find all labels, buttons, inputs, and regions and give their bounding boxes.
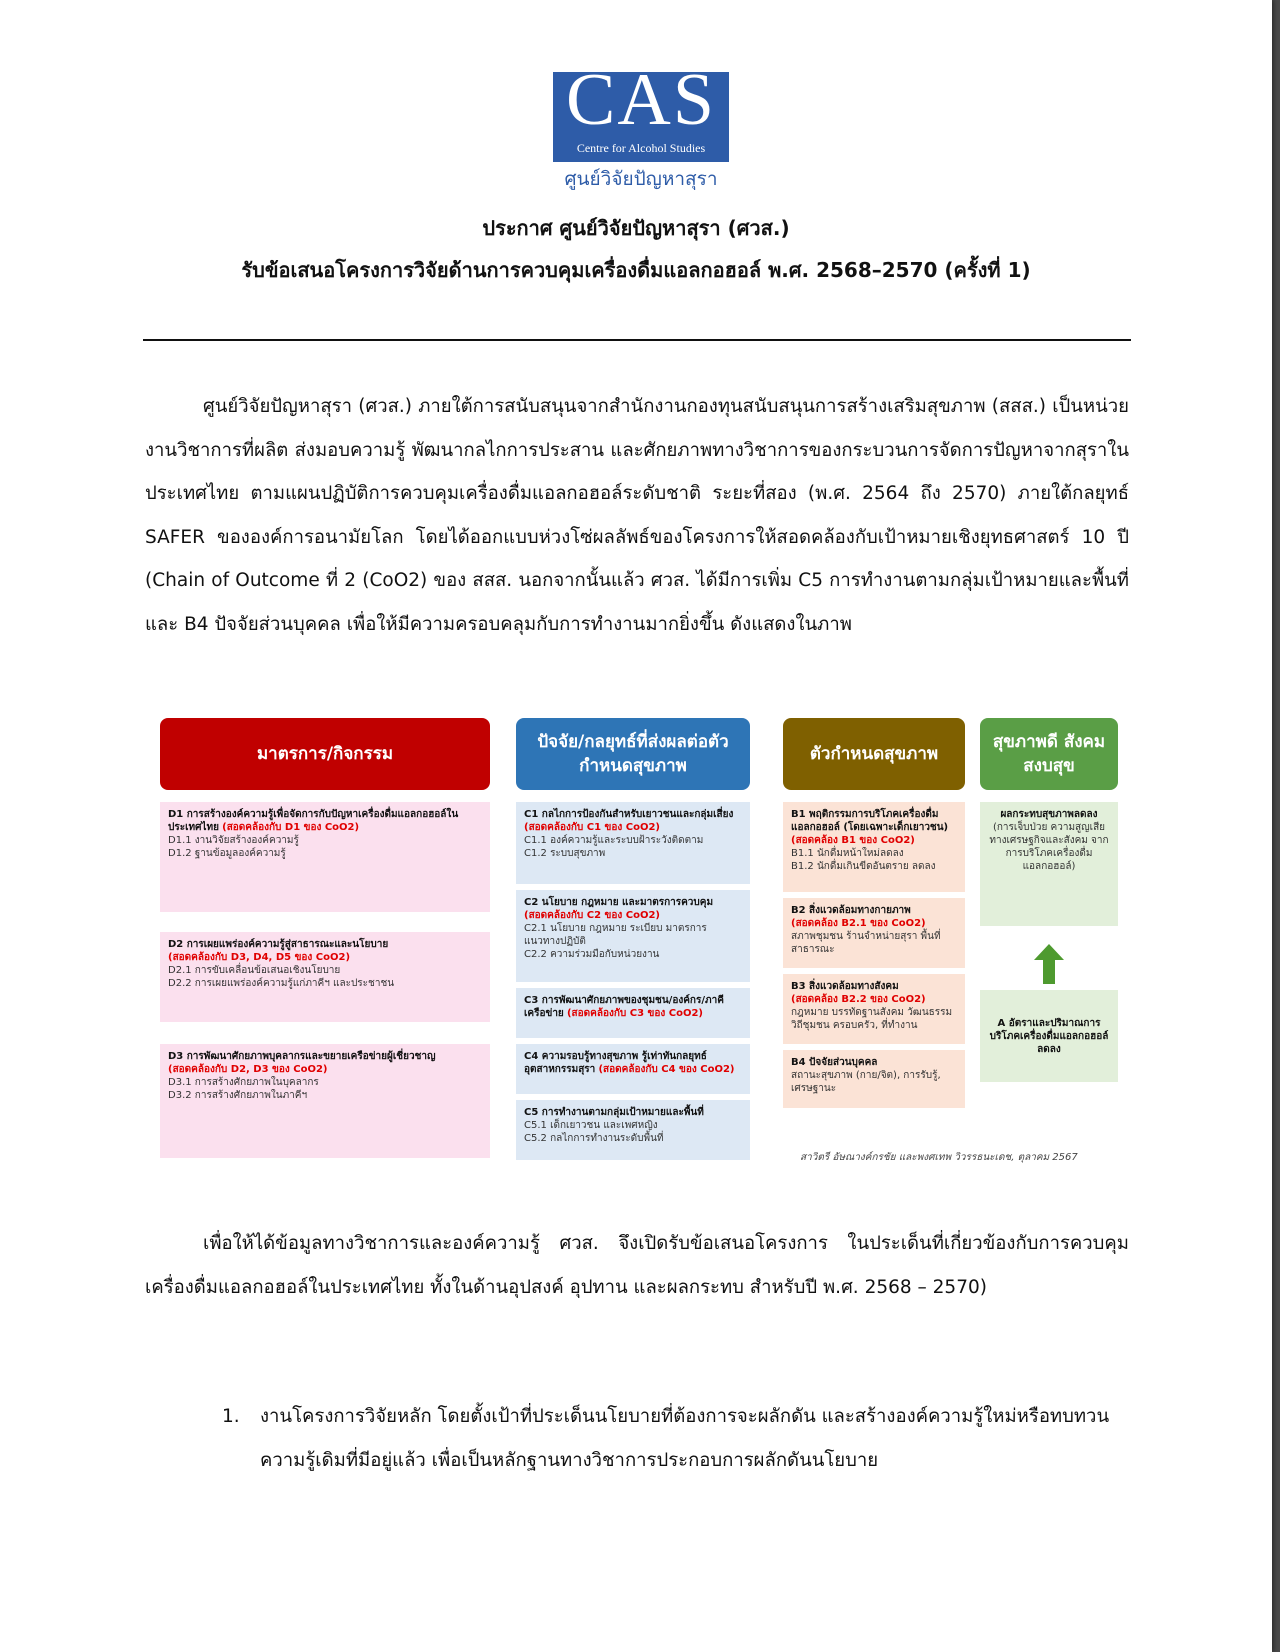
b3-item: กฎหมาย บรรทัดฐานสังคม วัฒนธรรม วิถีชุมชน ครอบครัว, ที่ทำงาน — [791, 1007, 953, 1031]
call-paragraph: เพื่อให้ได้ข้อมูลทางวิชาการและองค์ความรู้ ศวส. จึงเปิดรับข้อเสนอโครงการ ในประเด็นที่เกี่ยวข้องกับการควบคุมเครื่องดื่มแอลกอฮอล์ในประเทศไทย ทั้งในด้านอุปสงค์ อุปทาน และผลกระทบ สำหรับปี พ.ศ. 2568 – 2570) — [145, 1233, 1129, 1298]
header-determinants: ตัวกำหนดสุขภาพ — [783, 718, 965, 790]
d3-title: D3 การพัฒนาศักยภาพบุคลากรและขยายเครือข่ายผู้เชี่ยวชาญ — [168, 1051, 436, 1062]
box-c2 — [516, 890, 750, 982]
divider — [143, 339, 1131, 341]
intro-paragraph: ศูนย์วิจัยปัญหาสุรา (ศวส.) ภายใต้การสนับสนุนจากสำนักงานกองทุนสนับสนุนการสร้างเสริมสุขภาพ (สสส.) เป็นหน่วยงานวิชาการที่ผลิต ส่งมอบความรู้ พัฒนากลไกการประสาน และศักยภาพทางวิชาการของกระบวนการจัดการปัญหาจากสุราในประเทศไทย ตามแผนปฏิบัติการควบคุมเครื่องดื่มแอลกอฮอล์ระดับชาติ ระยะที่สอง (พ.ศ. 2564 ถึง 2570) ภายใต้กลยุทธ์ SAFER ขององค์การอนามัยโลก โดยได้ออกแบบห่วงโซ่ผลลัพธ์ของโครงการให้สอดคล้องกับเป้าหมายเชิงยุทธศาสตร์ 10 ปี (Chain of Outcome ที่ 2 (CoO2) ของ สสส. นอกจากนั้นแล้ว ศวส. ได้มีการเพิ่ม C5 การทำงานตามกลุ่มเป้าหมายและพื้นที่ และ B4 ปัจจัยส่วนบุคคล เพื่อให้มีความครอบคลุมกับการทำงานมากยิ่งขึ้น ดังแสดงในภาพ — [145, 396, 1129, 635]
box-c1 — [516, 802, 750, 884]
impact-text: (การเจ็บป่วย ความสูญเสีย ทางเศรษฐกิจและสังคม จากการบริโภคเครื่องดื่มแอลกอฮอล์) — [989, 822, 1109, 872]
b1-item: B1.1 นักดื่มหน้าใหม่ลดลง — [791, 848, 904, 859]
page-title: ประกาศ ศูนย์วิจัยปัญหาสุรา (ศวส.) — [482, 216, 790, 240]
c1-item: C1.2 ระบบสุขภาพ — [524, 848, 606, 859]
box-impact — [980, 802, 1118, 926]
c5-title: C5 การทำงานตามกลุ่มเป้าหมายและพื้นที่ — [524, 1107, 704, 1118]
diagram-credit: สาวิตรี อัษณางค์กรชัย และพงศเทพ วิวรรธนะเดช, ตุลาคม 2567 — [800, 1152, 1078, 1163]
c1-title: C1 กลไกการป้องกันสำหรับเยาวชนและกลุ่มเสี่ยง — [524, 809, 734, 820]
b4-title: B4 ปัจจัยส่วนบุคคล — [791, 1057, 878, 1068]
c3-align: (สอดคล้องกับ C3 ของ CoO2) — [566, 1008, 703, 1019]
c1-align: (สอดคล้องกับ C1 ของ CoO2) — [524, 822, 660, 833]
box-c5 — [516, 1100, 750, 1160]
box-d3 — [160, 1044, 490, 1158]
box-c4 — [516, 1044, 750, 1094]
c1-item: C1.1 องค์ความรู้และระบบฝ้าระวังติดตาม — [524, 835, 704, 846]
a-box-text: A อัตราและปริมาณการบริโภคเครื่องดื่มแอลกอฮอล์ลดลง — [989, 1017, 1109, 1055]
up-arrow-icon — [1034, 944, 1064, 984]
c2-align: (สอดคล้องกับ C2 ของ CoO2) — [524, 910, 660, 921]
d2-title: D2 การเผยแพร่องค์ความรู้สู่สาธารณะและนโยบาย — [168, 939, 389, 950]
box-d2 — [160, 932, 490, 1022]
b2-title: B2 สิ่งแวดล้อมทางกายภาพ — [791, 905, 911, 916]
box-b2 — [783, 898, 965, 968]
d3-item: D3.2 การสร้างศักยภาพในภาคีฯ — [168, 1090, 308, 1101]
b2-align: (สอดคล้อง B2.1 ของ CoO2) — [791, 918, 926, 929]
c2-title: C2 นโยบาย กฎหมาย และมาตรการควบคุม — [524, 897, 714, 908]
box-b3 — [783, 974, 965, 1044]
header-factors: ปัจจัย/กลยุทธ์ที่ส่งผลต่อตัวกำหนดสุขภาพ — [516, 718, 750, 790]
header-measures: มาตรการ/กิจกรรม — [160, 718, 490, 790]
impact-title: ผลกระทบสุขภาพลดลง — [1000, 809, 1098, 820]
c4-title: C4 ความรอบรู้ทางสุขภาพ รู้เท่าทันกลยุทธ์อุตสาหกรรมสุรา — [524, 1051, 707, 1075]
d3-align: (สอดคล้องกับ D2, D3 ของ CoO2) — [168, 1064, 328, 1075]
header-wellbeing: สุขภาพดี สังคมสงบสุข — [980, 718, 1118, 790]
d1-title: D1 การสร้างองค์ความรู้เพื่อจัดการกับปัญหาเครื่องดื่มแอลกอฮอล์ในประเทศไทย — [168, 809, 459, 833]
c2-item: C2.1 นโยบาย กฎหมาย ระเบียบ มาตรการ แนวทางปฏิบัติ — [524, 923, 707, 947]
d2-align: (สอดคล้องกับ D3, D4, D5 ของ CoO2) — [168, 952, 351, 963]
box-d1 — [160, 802, 490, 912]
logo-box — [553, 72, 729, 162]
c5-item: C5.2 กลไกการทำงานระดับพื้นที่ — [524, 1133, 664, 1144]
page-subtitle: รับข้อเสนอโครงการวิจัยด้านการควบคุมเครื่องดื่มแอลกอฮอล์ พ.ศ. 2568–2570 (ครั้งที่ 1) — [241, 258, 1031, 282]
c3-title: C3 การพัฒนาศักยภาพของชุมชน/องค์กร/ภาคีเครือข่าย — [524, 995, 724, 1019]
box-b4 — [783, 1050, 965, 1108]
d3-item: D3.1 การสร้างศักยภาพในบุคลากร — [168, 1077, 319, 1088]
cas-logo — [553, 72, 729, 194]
b3-align: (สอดคล้อง B2.2 ของ CoO2) — [791, 994, 926, 1005]
d2-item: D2.1 การขับเคลื่อนข้อเสนอเชิงนโยบาย — [168, 965, 341, 976]
list-number: 1. — [222, 1406, 240, 1427]
logo-subtitle: Centre for Alcohol Studies — [576, 141, 706, 155]
b2-item: สภาพชุมชน ร้านจำหน่ายสุรา พื้นที่สาธารณะ — [791, 931, 941, 955]
d1-item: D1.1 งานวิจัยสร้างองค์ความรู้ — [168, 835, 299, 846]
b4-item: สถานะสุขภาพ (กาย/จิต), การรับรู้, เศรษฐานะ — [791, 1070, 941, 1094]
box-b1 — [783, 802, 965, 892]
box-c3 — [516, 988, 750, 1038]
c2-item: C2.2 ความร่วมมือกับหน่วยงาน — [524, 949, 660, 960]
c5-item: C5.1 เด็กเยาวชน และเพศหญิง — [524, 1120, 658, 1131]
list-text: งานโครงการวิจัยหลัก โดยตั้งเป้าที่ประเด็นนโยบายที่ต้องการจะผลักดัน และสร้างองค์ความรู้ใหม่หรือทบทวนความรู้เดิมที่มีอยู่แล้ว เพื่อเป็นหลักฐานทางวิชาการประกอบการผลักดันนโยบาย — [260, 1406, 1110, 1471]
d2-item: D2.2 การเผยแพร่องค์ความรู้แก่ภาคีฯ และประชาชน — [168, 978, 395, 989]
b1-align: (สอดคล้อง B1 ของ CoO2) — [791, 835, 915, 846]
d1-item: D1.2 ฐานข้อมูลองค์ความรู้ — [168, 848, 286, 859]
d1-align: (สอดคล้องกับ D1 ของ CoO2) — [222, 822, 360, 833]
b1-title: B1 พฤติกรรมการบริโภคเครื่องดื่มแอลกอฮอล์ (โดยเฉพาะเด็กเยาวชน) — [791, 809, 949, 833]
logo-thai-name: ศูนย์วิจัยปัญหาสุรา — [564, 168, 718, 190]
b3-title: B3 สิ่งแวดล้อมทางสังคม — [791, 981, 899, 992]
logo-text: CAS — [566, 72, 716, 141]
list-item — [222, 1395, 1132, 1482]
outcome-chain-diagram — [160, 718, 1120, 1163]
box-a — [980, 990, 1118, 1082]
c4-align: (สอดคล้องกับ C4 ของ CoO2) — [598, 1064, 735, 1075]
b1-item: B1.2 นักดื่มเกินขีดอันตราย ลดลง — [791, 861, 936, 872]
